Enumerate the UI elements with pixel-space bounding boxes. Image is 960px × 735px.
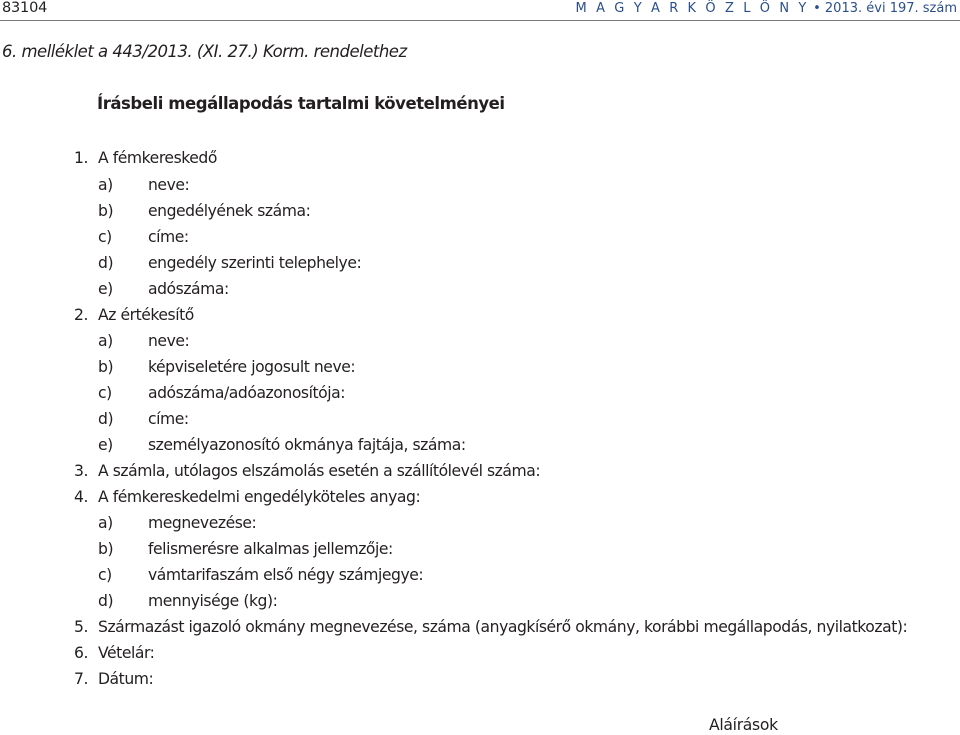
item-number: 3. [74,462,88,480]
sub-item-text: engedély szerinti telephelye: [148,254,362,272]
sub-item-text: megnevezése: [148,514,257,532]
sub-item-letter: c) [98,384,112,402]
item-text: Származást igazoló okmány megnevezése, száma (anyagkísérő okmány, korábbi megállapodás, nyilatkozat): [98,618,908,636]
item-number: 6. [74,644,88,662]
running-head [576,1,957,16]
item-number: 1. [74,149,88,167]
item-text: A fémkereskedelmi engedélyköteles anyag: [98,488,421,506]
sub-item-text: mennyisége (kg): [148,592,278,610]
sub-item-letter: e) [98,280,113,298]
journal-name: M A G Y A R K Ö Z L Ö N Y [575,1,809,16]
sub-item-text: felismerésre alkalmas jellemzője: [148,540,393,558]
document-title: Írásbeli megállapodás tartalmi követelményei [97,94,505,113]
item-number: 7. [74,670,88,688]
sub-item-letter: d) [98,410,114,428]
page-number: 83104 [2,0,48,16]
sub-item-text: adószáma: [148,280,229,298]
item-text: A számla, utólagos elszámolás esetén a szállítólevél száma: [98,462,541,480]
sub-item-letter: b) [98,202,114,220]
sub-item-letter: a) [98,176,113,194]
sub-item-text: személyazonosító okmánya fajtája, száma: [148,436,466,454]
sub-item-letter: b) [98,540,114,558]
sub-item-text: címe: [148,228,189,246]
sub-item-text: vámtarifaszám első négy számjegye: [148,566,424,584]
sub-item-letter: d) [98,592,114,610]
sub-item-letter: d) [98,254,114,272]
item-text: Dátum: [98,670,154,688]
sub-item-letter: c) [98,566,112,584]
annex-reference: 6. melléklet a 443/2013. (XI. 27.) Korm. rendelethez [2,42,407,61]
sub-item-text: neve: [148,332,190,350]
item-number: 5. [74,618,88,636]
item-text: A fémkereskedő [98,149,217,167]
sub-item-text: engedélyének száma: [148,202,311,220]
sub-item-letter: c) [98,228,112,246]
sub-item-letter: e) [98,436,113,454]
item-text: Az értékesítő [98,306,194,324]
sub-item-text: címe: [148,410,189,428]
item-text: Vételár: [98,644,155,662]
sub-item-letter: b) [98,358,114,376]
sub-item-text: neve: [148,176,190,194]
item-number: 2. [74,306,88,324]
issue-label: • 2013. évi 197. szám [813,1,957,16]
page-header [0,0,960,21]
sub-item-letter: a) [98,514,113,532]
sub-item-text: képviseletére jogosult neve: [148,358,356,376]
sub-item-text: adószáma/adóazonosítója: [148,384,346,402]
signature-label: Aláírások [709,716,778,734]
item-number: 4. [74,488,88,506]
sub-item-letter: a) [98,332,113,350]
